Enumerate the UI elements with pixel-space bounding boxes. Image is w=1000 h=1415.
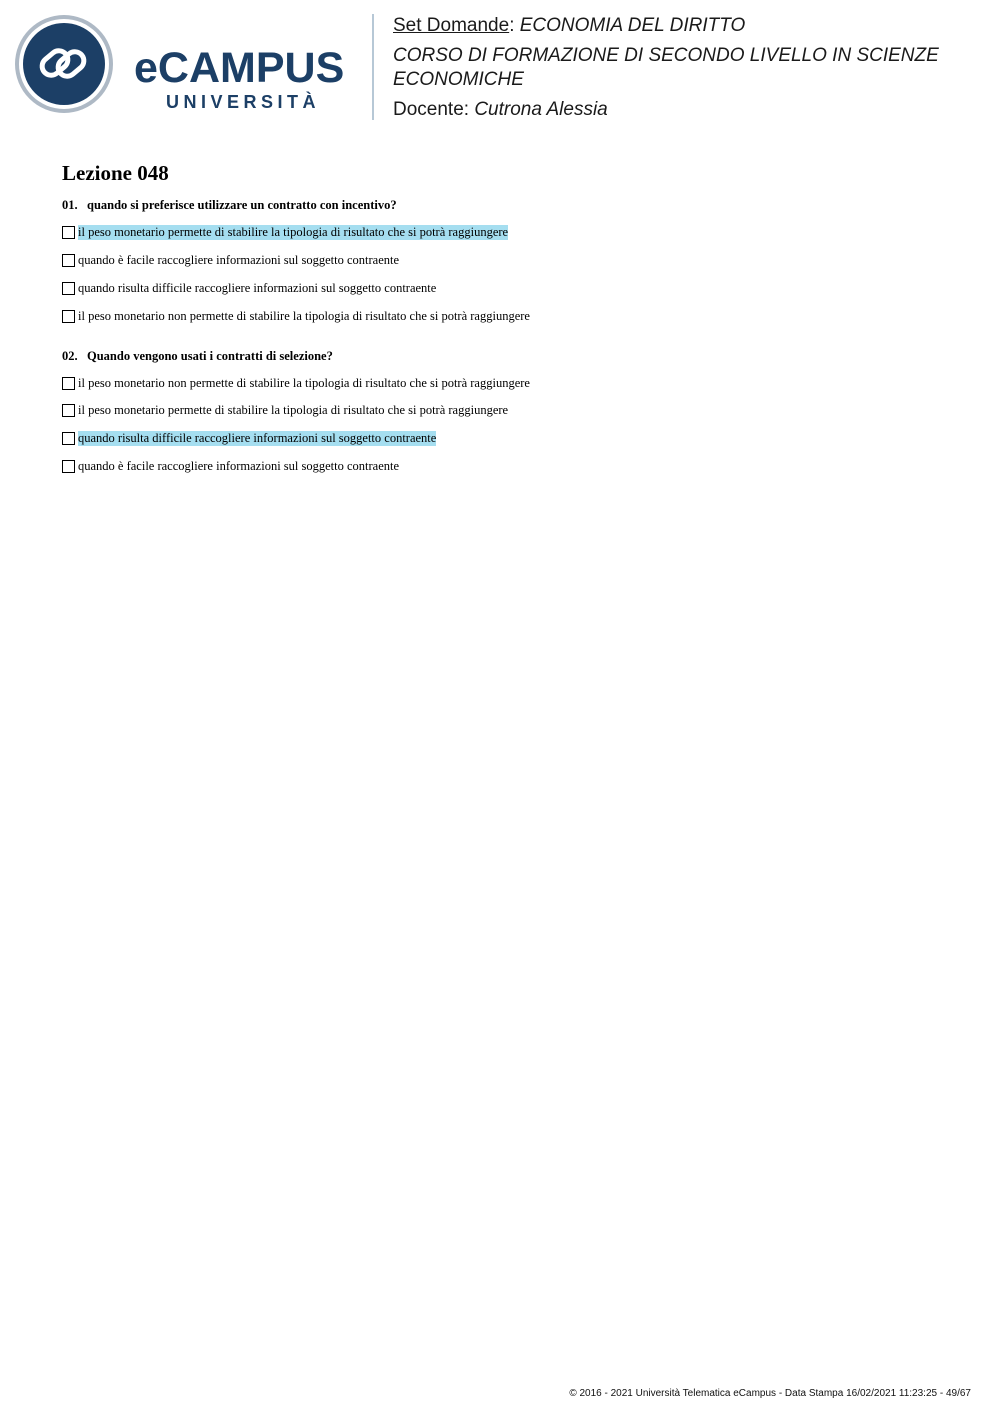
answer-option[interactable]	[62, 402, 508, 418]
answer-text: quando risulta difficile raccogliere informazioni sul soggetto contraente	[78, 280, 437, 295]
question-text: quando si preferisce utilizzare un contratto con incentivo?	[87, 198, 397, 212]
answer-text-highlighted: il peso monetario permette di stabilire la tipologia di risultato che si potrà raggiungere	[78, 224, 509, 239]
question-text: Quando vengono usati i contratti di selezione?	[87, 349, 333, 363]
checkbox[interactable]	[62, 377, 75, 390]
question-number: 02.	[62, 349, 78, 363]
ecampus-logo	[14, 14, 359, 118]
footer-print-info: © 2016 - 2021 Università Telematica eCampus - Data Stampa 16/02/2021 11:23:25 - 49/67	[569, 1388, 971, 1399]
course-title-line1: CORSO DI FORMAZIONE DI SECONDO LIVELLO IN SCIENZE	[393, 45, 939, 66]
answer-text: il peso monetario non permette di stabilire la tipologia di risultato che si potrà raggiungere	[78, 375, 530, 390]
answer-option[interactable]	[62, 280, 436, 296]
question-01	[62, 198, 397, 213]
answer-option[interactable]	[62, 458, 399, 474]
checkbox[interactable]	[62, 254, 75, 267]
answer-option[interactable]	[62, 375, 530, 391]
logo-subtitle: UNIVERSITÀ	[166, 92, 321, 112]
teacher-name: Cutrona Alessia	[474, 99, 608, 120]
answer-text: il peso monetario non permette di stabilire la tipologia di risultato che si potrà raggiungere	[78, 308, 530, 323]
checkbox[interactable]	[62, 310, 75, 323]
subject-name: ECONOMIA DEL DIRITTO	[519, 15, 746, 36]
answer-option[interactable]	[62, 224, 508, 240]
teacher-line	[393, 98, 983, 122]
checkbox[interactable]	[62, 404, 75, 417]
answer-option[interactable]	[62, 308, 530, 324]
checkbox[interactable]	[62, 226, 75, 239]
logo-wordmark: eCAMPUS	[134, 44, 345, 92]
checkbox[interactable]	[62, 282, 75, 295]
checkbox[interactable]	[62, 432, 75, 445]
teacher-label: Docente:	[393, 99, 470, 120]
checkbox[interactable]	[62, 460, 75, 473]
question-number: 01.	[62, 198, 78, 212]
lesson-title: Lezione 048	[62, 161, 169, 185]
answer-option[interactable]	[62, 430, 436, 446]
set-separator: :	[509, 15, 515, 36]
answer-text: quando è facile raccogliere informazioni sul soggetto contraente	[78, 458, 400, 473]
answer-text: il peso monetario permette di stabilire la tipologia di risultato che si potrà raggiungere	[78, 402, 509, 417]
header-info	[393, 14, 983, 122]
set-line	[393, 14, 983, 38]
header-divider	[372, 14, 374, 120]
answer-text: quando è facile raccogliere informazioni sul soggetto contraente	[78, 252, 400, 267]
logo-seal-icon	[15, 15, 113, 113]
answer-text-highlighted: quando risulta difficile raccogliere informazioni sul soggetto contraente	[78, 430, 437, 445]
question-02	[62, 349, 333, 364]
course-title-line2: ECONOMICHE	[393, 69, 524, 90]
answer-option[interactable]	[62, 252, 399, 268]
set-label: Set Domande	[393, 15, 510, 36]
